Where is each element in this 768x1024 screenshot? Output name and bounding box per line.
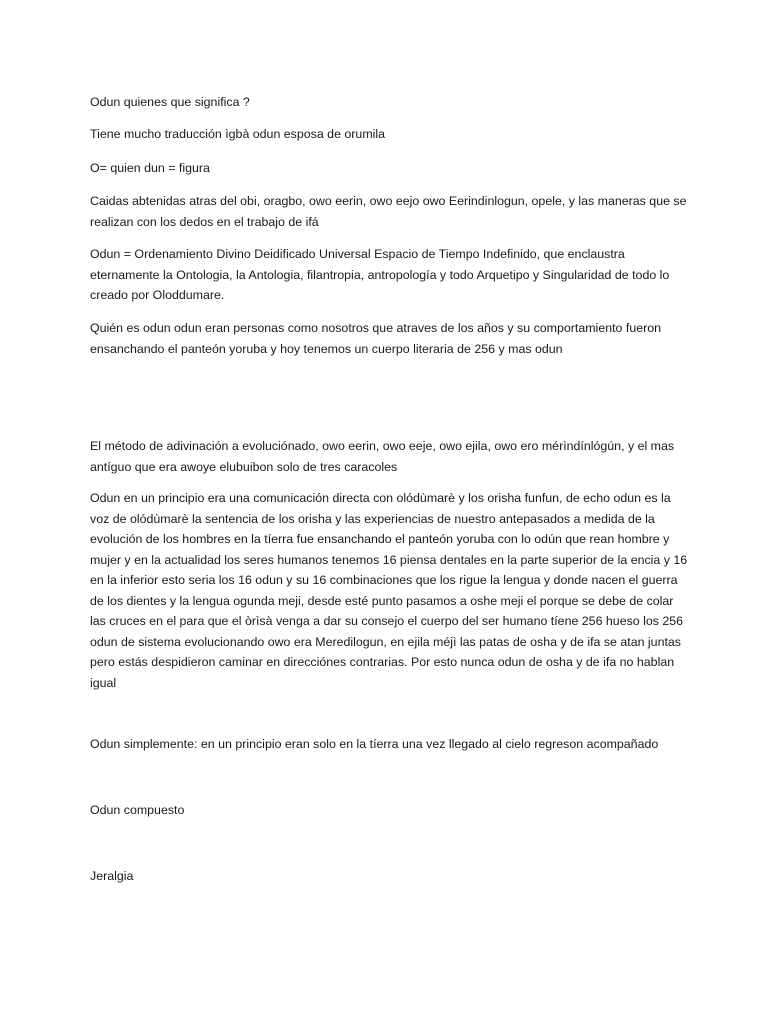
paragraph-odun-definicion: Odun = Ordenamiento Divino Deidificado Universal Espacio de Tiempo Indefinido, que enclaustra eternamente la Ontologia, la Antologia, filantropia, antropología y todo Arquetipo y Singularidad de todo lo creado por Oloddumare. — [90, 247, 670, 302]
paragraph-odun-compuesto: Odun compuesto — [90, 803, 185, 817]
paragraph-odun-simple: Odun simplemente: en un principio eran solo en la tíerra una vez llegado al cielo regreson acompañado — [90, 737, 659, 751]
paragraph-metodo: El método de adivinación a evoluciónado, owo eerin, owo eeje, owo ejila, owo ero mérìndínlógún, y el mas antíguo que era awoye elubuibon solo de tres caracoles — [90, 439, 675, 474]
paragraph-principio: Odun en un principio era una comunicación directa con olódùmarè y los orisha funfun, de echo odun es la voz de olódùmarè la sentencia de los orisha y las experiencias de nuestro antepasados a medida de la evolución de los hombres en la tíerra fue ensanchando el panteón yoruba con lo odún que rean hombre y mujer y en la actualidad los seres humanos tenemos 16 piensa dentales en la parte superior de la encia y 16 en la inferior esto seria los 16 odun y su 16 combinaciones que los rigue la lengua y donde nacen el guerra de los dientes y la lengua ogunda meji, desde esté punto pasamos a oshe meji el porque se debe de colar las cruces en el para que el òrìsà venga a dar su consejo el cuerpo del ser humano tíene 256 hueso los 256 odun de sistema evolucionando owo era Meredilogun, en ejila méjì las patas de osha y de ifa se atan juntas pero estás despidieron caminar en direcciónes contrarias. Por esto nunca odun de osha y de ifa no hablan igual — [90, 491, 688, 690]
paragraph-quien-es: Quién es odun odun eran personas como nosotros que atraves de los años y su comportamiento fueron ensanchando el panteón yoruba y hoy tenemos un cuerpo literaria de 256 y mas odun — [90, 321, 662, 356]
paragraph-caidas: Caidas abtenidas atras del obi, oragbo, owo eerin, owo eejo owo Eerindinlogun, opele, y las maneras que se realizan con los dedos en el trabajo de ifá — [90, 194, 687, 229]
paragraph-traduccion: Tiene mucho traducción ìgbà odun esposa de orumila — [90, 127, 386, 141]
paragraph-o-quien: O= quien dun = figura — [90, 161, 210, 175]
heading-question: Odun quienes que significa ? — [90, 95, 250, 109]
paragraph-jeralgia: Jeralgia — [90, 869, 134, 883]
